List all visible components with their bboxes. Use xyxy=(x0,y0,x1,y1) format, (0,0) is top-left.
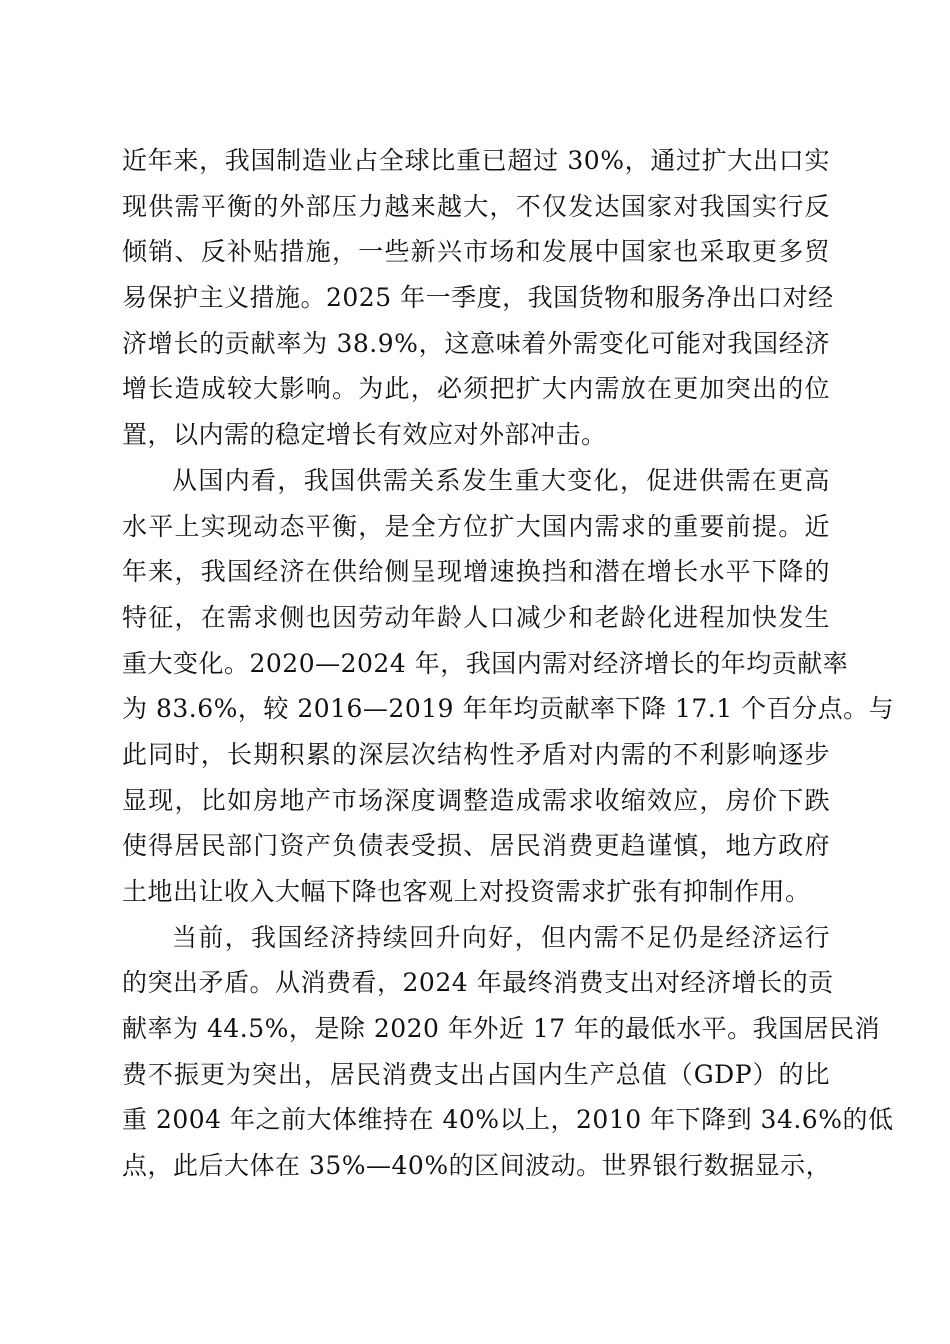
text-line: 特征，在需求侧也因劳动年龄人口减少和老龄化进程加快发生 xyxy=(122,602,830,632)
text-line: 点，此后大体在 35%—40%的区间波动。世界银行数据显示， xyxy=(122,1151,832,1181)
text-line: 显现，比如房地产市场深度调整造成需求收缩效应，房价下跌 xyxy=(122,785,830,815)
paragraph-2 xyxy=(122,458,895,915)
text-line: 土地出让收入大幅下降也客观上对投资需求扩张有抑制作用。 xyxy=(122,877,811,906)
text-line: 此同时，长期积累的深层次结构性矛盾对内需的不利影响逐步 xyxy=(122,739,830,769)
text-line: 济增长的贡献率为 38.9%，这意味着外需变化可能对我国经济 xyxy=(122,328,830,358)
text-line: 水平上实现动态平衡，是全方位扩大国内需求的重要前提。近 xyxy=(122,511,830,541)
text-line: 费不振更为突出，居民消费支出占国内生产总值（GDP）的比 xyxy=(122,1059,830,1089)
text-line: 置，以内需的稳定增长有效应对外部冲击。 xyxy=(122,420,607,450)
text-line: 重大变化。2020—2024 年，我国内需对经济增长的年均贡献率 xyxy=(122,648,849,678)
text-line: 易保护主义措施。2025 年一季度，我国货物和服务净出口对经 xyxy=(122,283,834,313)
text-line: 倾销、反补贴措施，一些新兴市场和发展中国家也采取更多贸 xyxy=(122,237,830,267)
text-line: 从国内看，我国供需关系发生重大变化，促进供需在更高 xyxy=(172,465,830,495)
text-line: 重 2004 年之前大体维持在 40%以上，2010 年下降到 34.6%的低 xyxy=(122,1105,894,1135)
paragraph-1 xyxy=(122,138,834,458)
text-line: 增长造成较大影响。为此，必须把扩大内需放在更加突出的位 xyxy=(122,374,830,404)
text-line: 现供需平衡的外部压力越来越大，不仅发达国家对我国实行反 xyxy=(122,191,830,221)
paragraph-3 xyxy=(122,915,894,1189)
text-line: 当前，我国经济持续回升向好，但内需不足仍是经济运行 xyxy=(172,922,830,952)
text-line: 近年来，我国制造业占全球比重已超过 30%，通过扩大出口实 xyxy=(122,146,830,175)
text-line: 的突出矛盾。从消费看，2024 年最终消费支出对经济增长的贡 xyxy=(122,968,834,998)
text-line: 献率为 44.5%，是除 2020 年外近 17 年的最低水平。我国居民消 xyxy=(122,1014,881,1044)
text-line: 为 83.6%，较 2016—2019 年年均贡献率下降 17.1 个百分点。与 xyxy=(122,694,895,724)
text-line: 年来，我国经济在供给侧呈现增速换挡和潜在增长水平下降的 xyxy=(122,557,830,587)
body-text xyxy=(122,138,895,1189)
text-line: 使得居民部门资产负债表受损、居民消费更趋谨慎，地方政府 xyxy=(122,831,830,861)
